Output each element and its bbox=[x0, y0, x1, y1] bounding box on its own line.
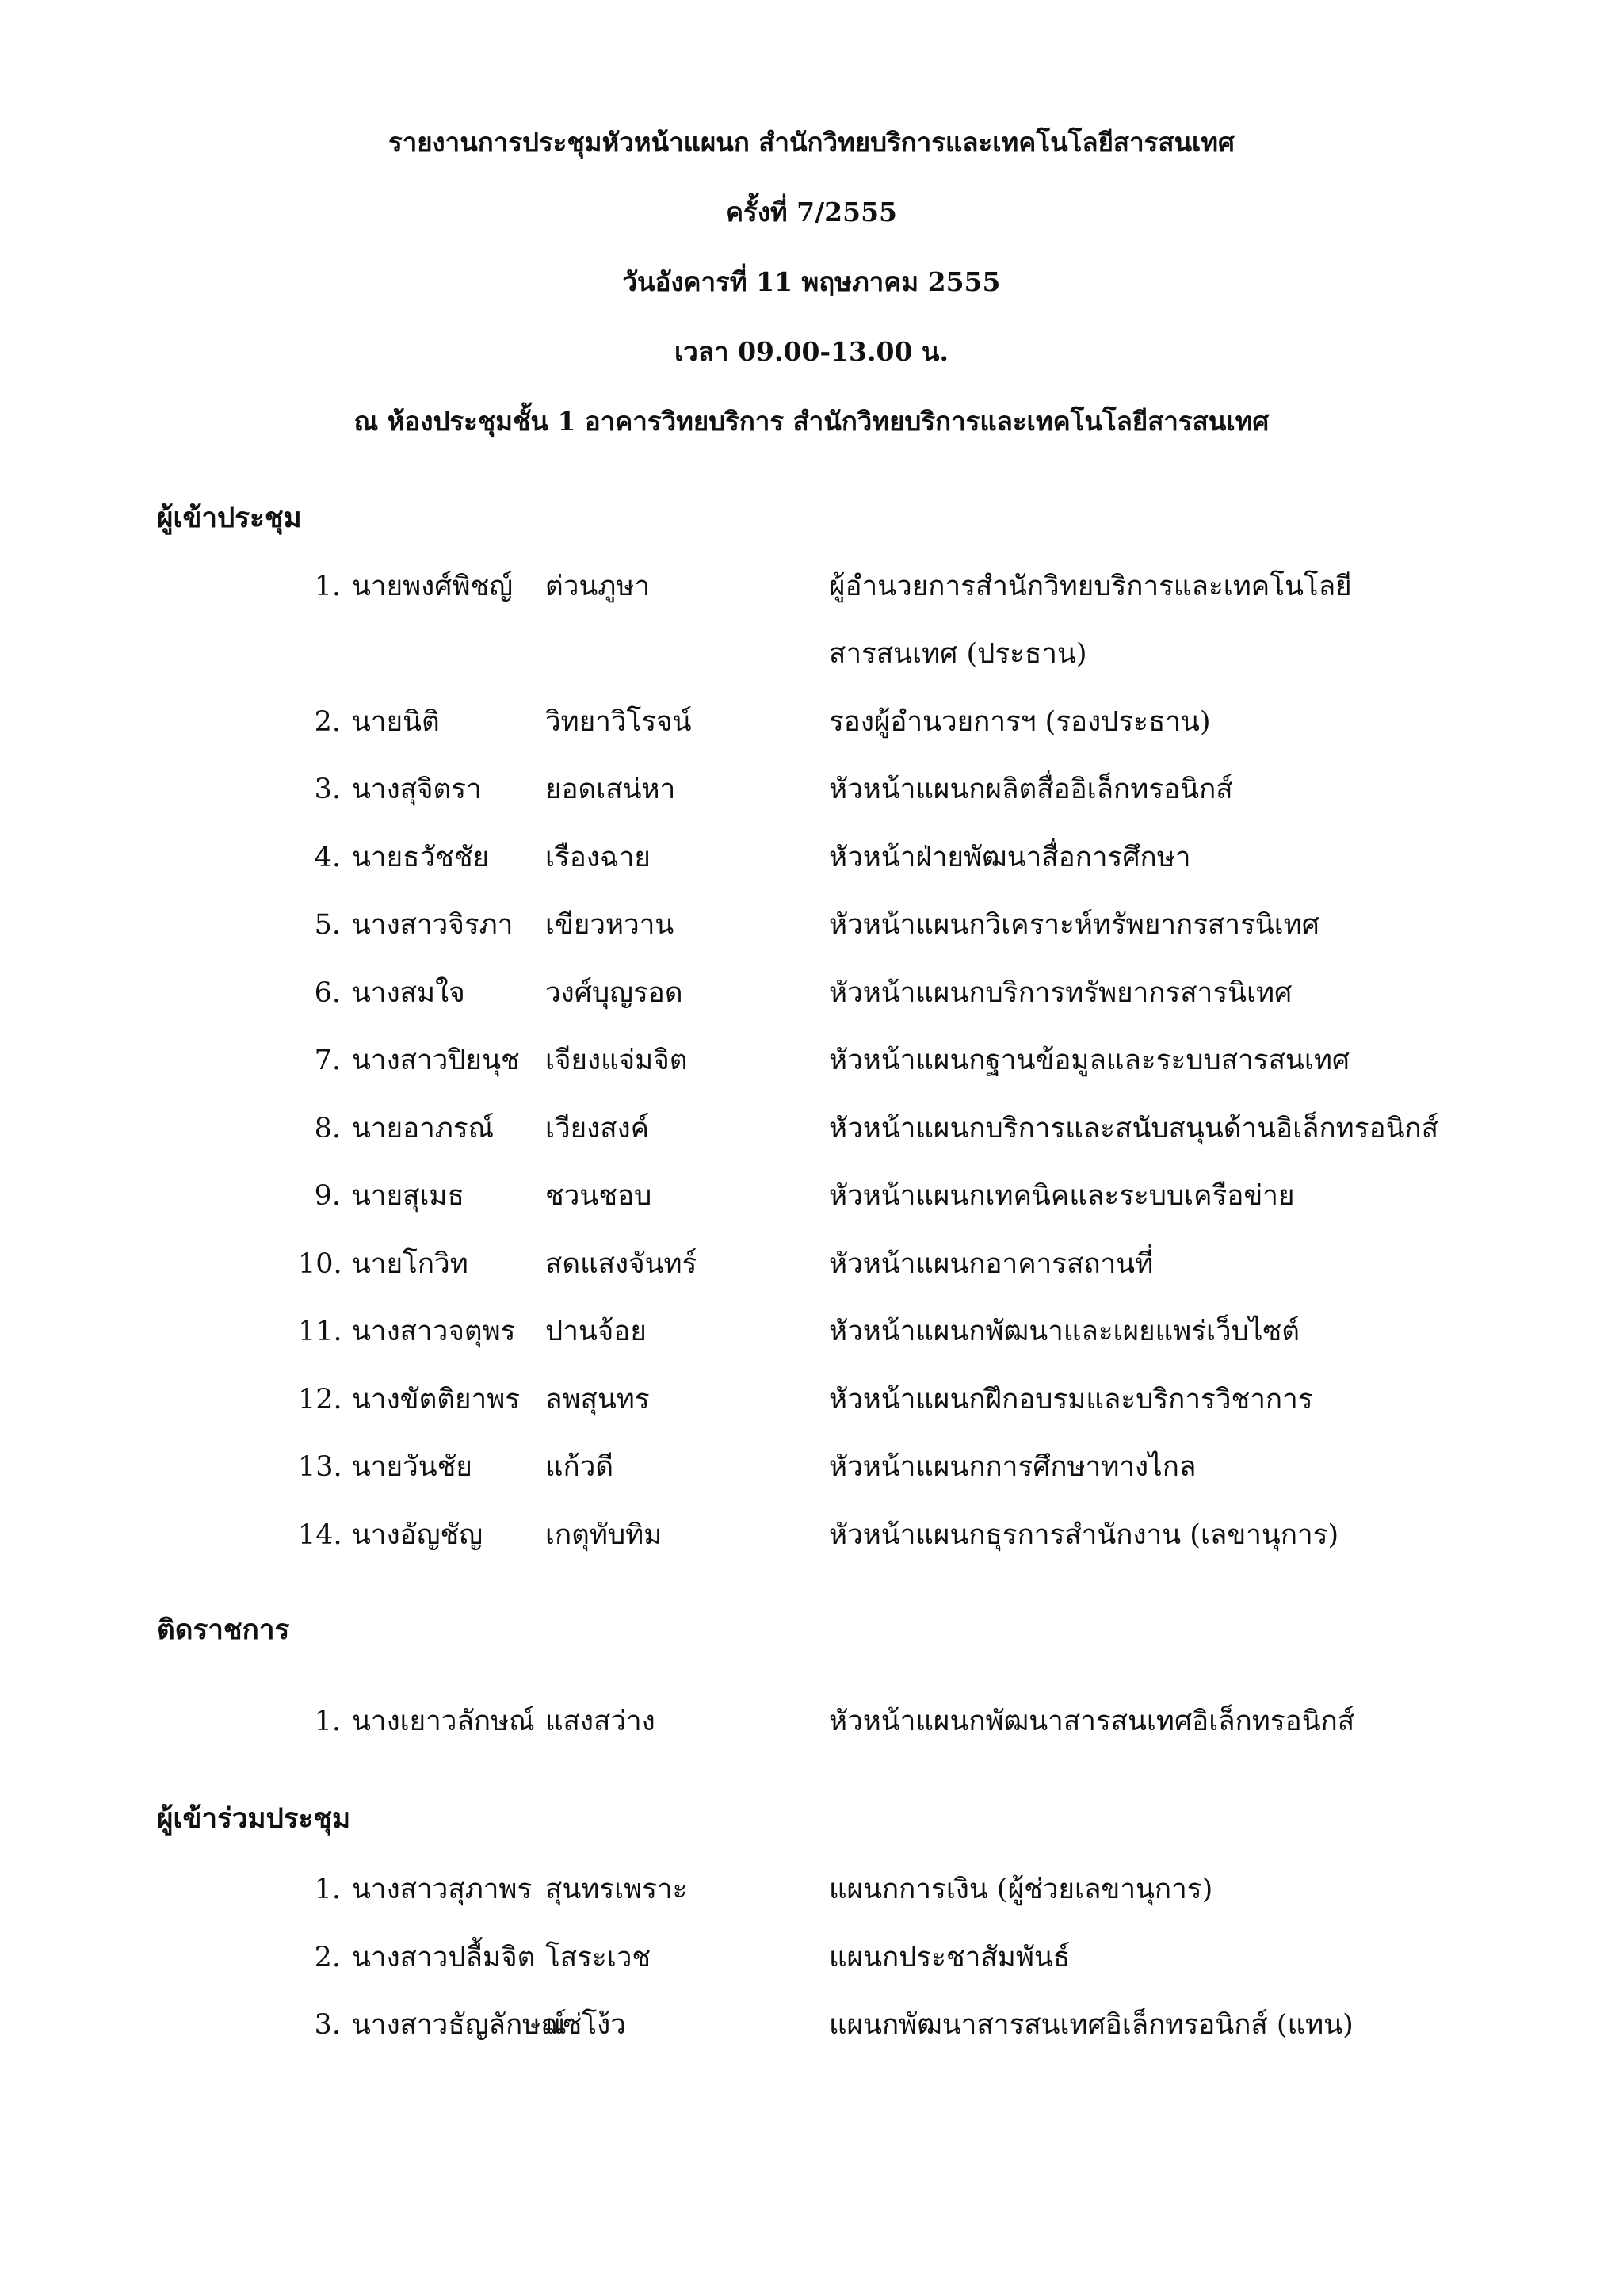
item-number: 3. bbox=[314, 2009, 341, 2041]
meeting-time: เวลา 09.00-13.00 น. bbox=[674, 336, 949, 367]
attendee-row-13 bbox=[0, 1450, 1623, 1497]
position-continued: สารสนเทศ (ประธาน) bbox=[829, 638, 1087, 670]
item-number: 3. bbox=[314, 774, 341, 805]
last-name: เรืองฉาย bbox=[545, 842, 651, 873]
position: รองผู้อำนวยการฯ (รองประธาน) bbox=[829, 706, 1211, 738]
position: แผนกการเงิน (ผู้ช่วยเลขานุการ) bbox=[829, 1874, 1213, 1905]
attendee-row-2 bbox=[0, 705, 1623, 752]
first-name: นายวันชัย bbox=[352, 1451, 472, 1483]
guests-heading: ผู้เข้าร่วมประชุม bbox=[157, 1802, 351, 1835]
item-number: 13. bbox=[298, 1451, 342, 1483]
item-number: 1. bbox=[314, 1706, 341, 1737]
first-name: นายพงศ์พิชญ์ bbox=[352, 571, 514, 602]
last-name: สดแสงจันทร์ bbox=[545, 1248, 697, 1280]
item-number: 10. bbox=[298, 1248, 342, 1280]
last-name: ชวนชอบ bbox=[545, 1180, 652, 1212]
position: หัวหน้าแผนกฝึกอบรมและบริการวิชาการ bbox=[829, 1384, 1313, 1415]
first-name: นางสุจิตรา bbox=[352, 774, 482, 805]
attendees-heading: ผู้เข้าประชุม bbox=[157, 502, 302, 534]
position: หัวหน้าแผนกอาคารสถานที่ bbox=[829, 1248, 1154, 1280]
position: หัวหน้าแผนกการศึกษาทางไกล bbox=[829, 1451, 1197, 1483]
last-name: แก้วดี bbox=[545, 1451, 614, 1483]
attendee-row-9 bbox=[0, 1179, 1623, 1226]
first-name: นางอัญชัญ bbox=[352, 1519, 483, 1551]
attendee-row-3 bbox=[0, 772, 1623, 819]
first-name: นางสาวจิรภา bbox=[352, 909, 514, 941]
item-number: 14. bbox=[298, 1519, 342, 1551]
item-number: 9. bbox=[314, 1180, 341, 1212]
absent-heading: ติดราชการ bbox=[157, 1614, 290, 1646]
attendee-row-14 bbox=[0, 1518, 1623, 1565]
attendee-row-4 bbox=[0, 840, 1623, 888]
first-name: นายธวัชชัย bbox=[352, 842, 490, 873]
first-name: นางขัตติยาพร bbox=[352, 1384, 521, 1415]
position: ผู้อำนวยการสำนักวิทยบริการและเทคโนโลยี bbox=[829, 571, 1352, 602]
last-name: โสระเวช bbox=[545, 1942, 651, 1973]
last-name: ปานจ้อย bbox=[545, 1316, 647, 1347]
attendee-row-5 bbox=[0, 907, 1623, 955]
meeting-date: วันอังคารที่ 11 พฤษภาคม 2555 bbox=[622, 266, 1001, 297]
item-number: 11. bbox=[298, 1316, 342, 1347]
attendee-row-11 bbox=[0, 1314, 1623, 1362]
first-name: นายโกวิท bbox=[352, 1248, 468, 1280]
item-number: 1. bbox=[314, 1874, 341, 1905]
meeting-number: ครั้งที่ 7/2555 bbox=[725, 197, 897, 227]
attendee-row-1 bbox=[0, 569, 1623, 617]
first-name: นางเยาวลักษณ์ bbox=[352, 1706, 535, 1737]
item-number: 6. bbox=[314, 977, 341, 1009]
item-number: 7. bbox=[314, 1045, 341, 1076]
guest-row-1 bbox=[0, 1872, 1623, 1920]
position: หัวหน้าแผนกบริการทรัพยากรสารนิเทศ bbox=[829, 977, 1293, 1009]
last-name: ต่วนภูษา bbox=[545, 571, 651, 602]
item-number: 2. bbox=[314, 706, 341, 738]
last-name: เขียวหวาน bbox=[545, 909, 674, 941]
attendee-row-10 bbox=[0, 1247, 1623, 1294]
first-name: นายอาภรณ์ bbox=[352, 1113, 495, 1144]
position: หัวหน้าแผนกฐานข้อมูลและระบบสารสนเทศ bbox=[829, 1045, 1350, 1076]
first-name: นางสาวปิยนุช bbox=[352, 1045, 520, 1076]
item-number: 5. bbox=[314, 909, 341, 941]
attendee-row-1-continued bbox=[0, 636, 1623, 684]
last-name: สุนทรเพราะ bbox=[545, 1874, 688, 1905]
item-number: 8. bbox=[314, 1113, 341, 1144]
last-name: เจียงแจ่มจิต bbox=[545, 1045, 688, 1076]
last-name: วิทยาวิโรจน์ bbox=[545, 706, 692, 738]
attendee-row-7 bbox=[0, 1043, 1623, 1091]
position: หัวหน้าแผนกบริการและสนับสนุนด้านอิเล็กทรอนิกส์ bbox=[829, 1113, 1439, 1144]
last-name: ยอดเสน่หา bbox=[545, 774, 676, 805]
position: หัวหน้าฝ่ายพัฒนาสื่อการศึกษา bbox=[829, 842, 1191, 873]
guest-row-2 bbox=[0, 1940, 1623, 1988]
item-number: 12. bbox=[298, 1384, 342, 1415]
attendee-row-6 bbox=[0, 976, 1623, 1023]
position: หัวหน้าแผนกวิเคราะห์ทรัพยากรสารนิเทศ bbox=[829, 909, 1319, 941]
position: หัวหน้าแผนกพัฒนาและเผยแพร่เว็บไซต์ bbox=[829, 1316, 1300, 1347]
report-title: รายงานการประชุมหัวหน้าแผนก สำนักวิทยบริการและเทคโนโลยีสารสนเทศ bbox=[388, 127, 1235, 158]
last-name: ลพสุนทร bbox=[545, 1384, 650, 1415]
position: แผนกพัฒนาสารสนเทศอิเล็กทรอนิกส์ (แทน) bbox=[829, 2009, 1354, 2041]
position: หัวหน้าแผนกพัฒนาสารสนเทศอิเล็กทรอนิกส์ bbox=[829, 1706, 1355, 1737]
attendee-row-12 bbox=[0, 1382, 1623, 1430]
first-name: นางสาวปลื้มจิต bbox=[352, 1942, 536, 1973]
meeting-location: ณ ห้องประชุมชั้น 1 อาคารวิทยบริการ สำนักวิทยบริการและเทคโนโลยีสารสนเทศ bbox=[353, 406, 1270, 437]
last-name: วงศ์บุญรอด bbox=[545, 977, 683, 1009]
position: หัวหน้าแผนกธุรการสำนักงาน (เลขานุการ) bbox=[829, 1519, 1339, 1551]
first-name: นางสมใจ bbox=[352, 977, 465, 1009]
first-name: นายสุเมธ bbox=[352, 1180, 464, 1212]
attendee-row-8 bbox=[0, 1111, 1623, 1159]
last-name: แสงสว่าง bbox=[545, 1706, 655, 1737]
first-name: นางสาวจตุพร bbox=[352, 1316, 516, 1347]
first-name: นางสาวธัญลักษณ์ bbox=[352, 2009, 567, 2041]
last-name: เกตุทับทิม bbox=[545, 1519, 663, 1551]
item-number: 2. bbox=[314, 1942, 341, 1973]
position: แผนกประชาสัมพันธ์ bbox=[829, 1942, 1071, 1973]
first-name: นางสาวสุภาพร bbox=[352, 1874, 533, 1905]
position: หัวหน้าแผนกเทคนิคและระบบเครือข่าย bbox=[829, 1180, 1295, 1212]
first-name: นายนิติ bbox=[352, 706, 440, 738]
item-number: 4. bbox=[314, 842, 341, 873]
last-name: เวียงสงค์ bbox=[545, 1113, 650, 1144]
item-number: 1. bbox=[314, 571, 341, 602]
absent-row-1 bbox=[0, 1704, 1623, 1752]
guest-row-3 bbox=[0, 2008, 1623, 2055]
last-name: แซ่โง้ว bbox=[545, 2009, 626, 2041]
position: หัวหน้าแผนกผลิตสื่ออิเล็กทรอนิกส์ bbox=[829, 774, 1233, 805]
